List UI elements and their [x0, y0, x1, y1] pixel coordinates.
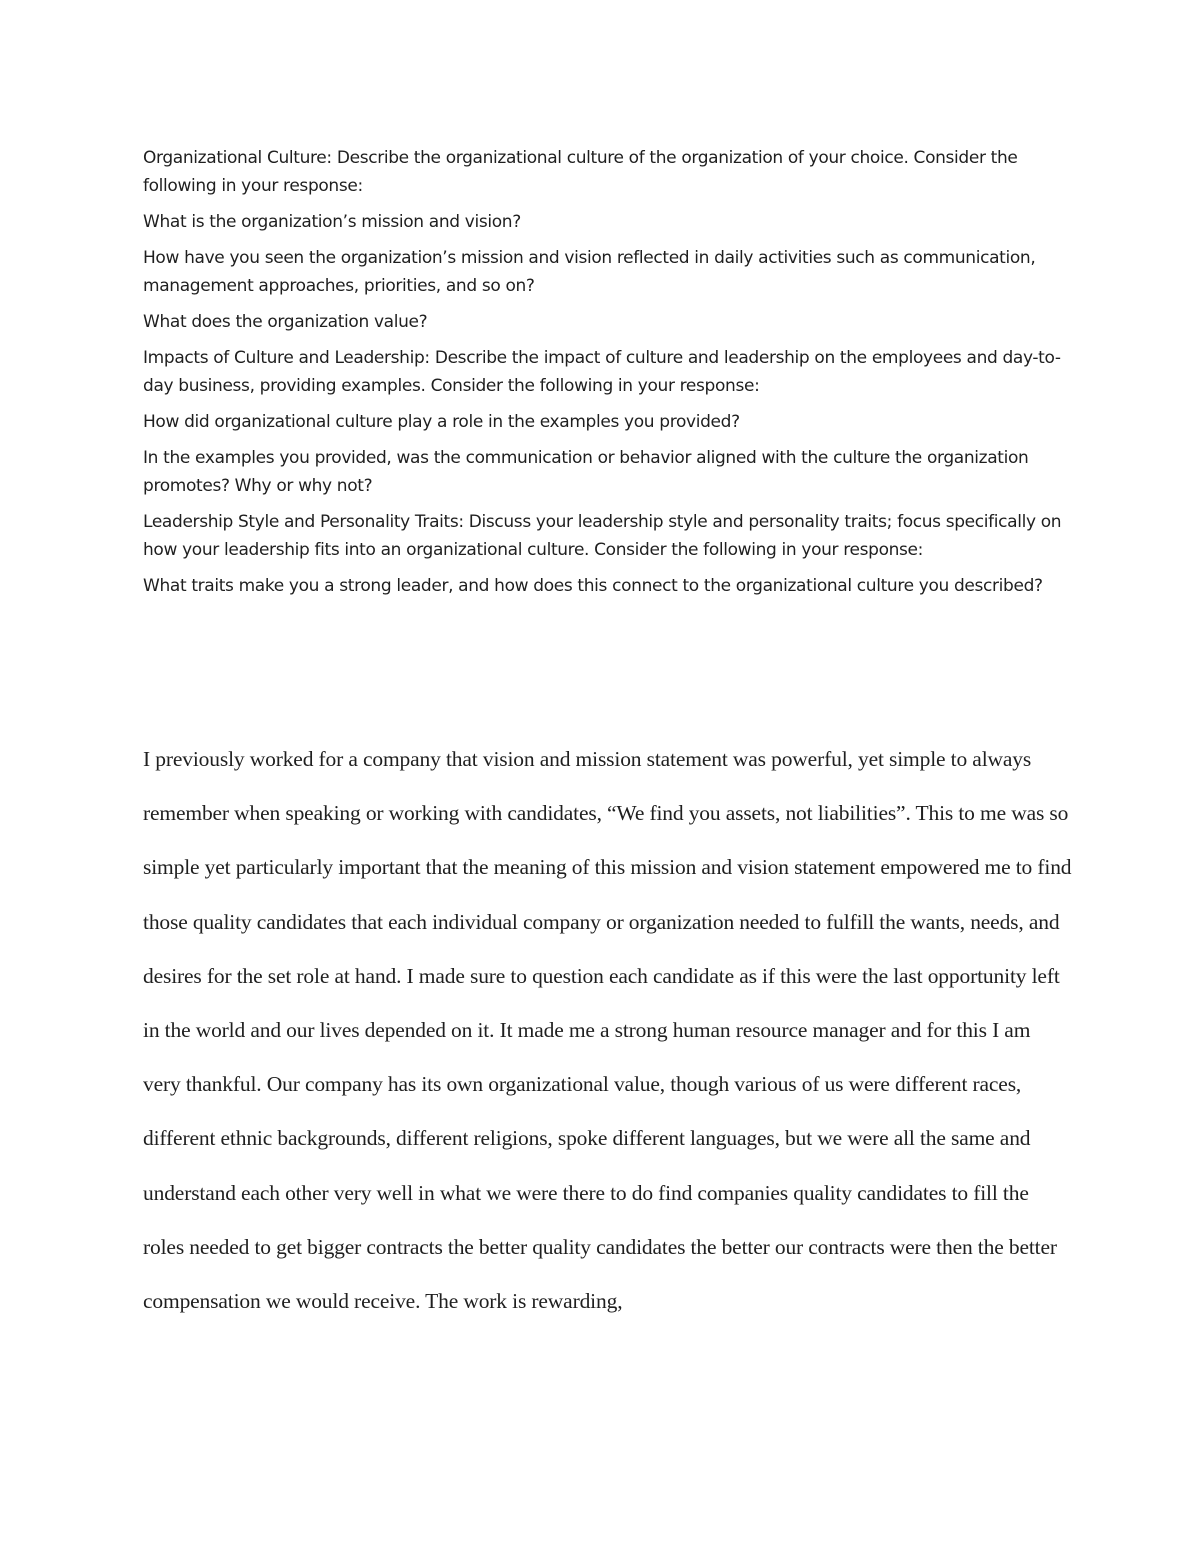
- prompt-organization-value: What does the organization value?: [143, 312, 428, 332]
- prompt-impacts-culture-leadership: Impacts of Culture and Leadership: Describe the impact of culture and leadership on the employees and day-to-day business, providing examples. Consider the following in your response:: [143, 348, 1061, 396]
- prompt-leader-traits: What traits make you a strong leader, and how does this connect to the organizational culture you described?: [143, 576, 1043, 596]
- prompt-communication-aligned: In the examples you provided, was the communication or behavior aligned with the culture the organization promotes? Why or why not?: [143, 448, 1029, 496]
- prompt-leadership-style: Leadership Style and Personality Traits: Discuss your leadership style and personality traits; focus specifically on how your leadership fits into an organizational culture. Consider the following in your response:: [143, 512, 1062, 560]
- prompt-mission-reflected: How have you seen the organization’s mission and vision reflected in daily activities such as communication, management approaches, priorities, and so on?: [143, 248, 1036, 296]
- prompt-culture-role: How did organizational culture play a role in the examples you provided?: [143, 412, 740, 432]
- essay-paragraph: I previously worked for a company that vision and mission statement was powerful, yet simple to always remember when speaking or working with candidates, “We find you assets, not liabilities”. This to me was so simple yet particularly important that the meaning of this mission and vision statement empowered me to find those quality candidates that each individual company or organization needed to fulfill the wants, needs, and desires for the set role at hand. I made sure to question each candidate as if this were the last opportunity left in the world and our lives depended on it. It made me a strong human resource manager and for this I am very thankful. Our company has its own organizational value, though various of us were different races, different ethnic backgrounds, different religions, spoke different languages, but we were all the same and understand each other very well in what we were there to do find companies quality candidates to fill the roles needed to get bigger contracts the better quality candidates the better our contracts were then the better compensation we would receive. The work is rewarding,: [143, 747, 1072, 1314]
- prompt-mission-vision: What is the organization’s mission and vision?: [143, 212, 521, 232]
- assignment-prompts: [143, 144, 1073, 608]
- prompt-organizational-culture: Organizational Culture: Describe the organizational culture of the organization of your choice. Consider the following in your response:: [143, 148, 1018, 196]
